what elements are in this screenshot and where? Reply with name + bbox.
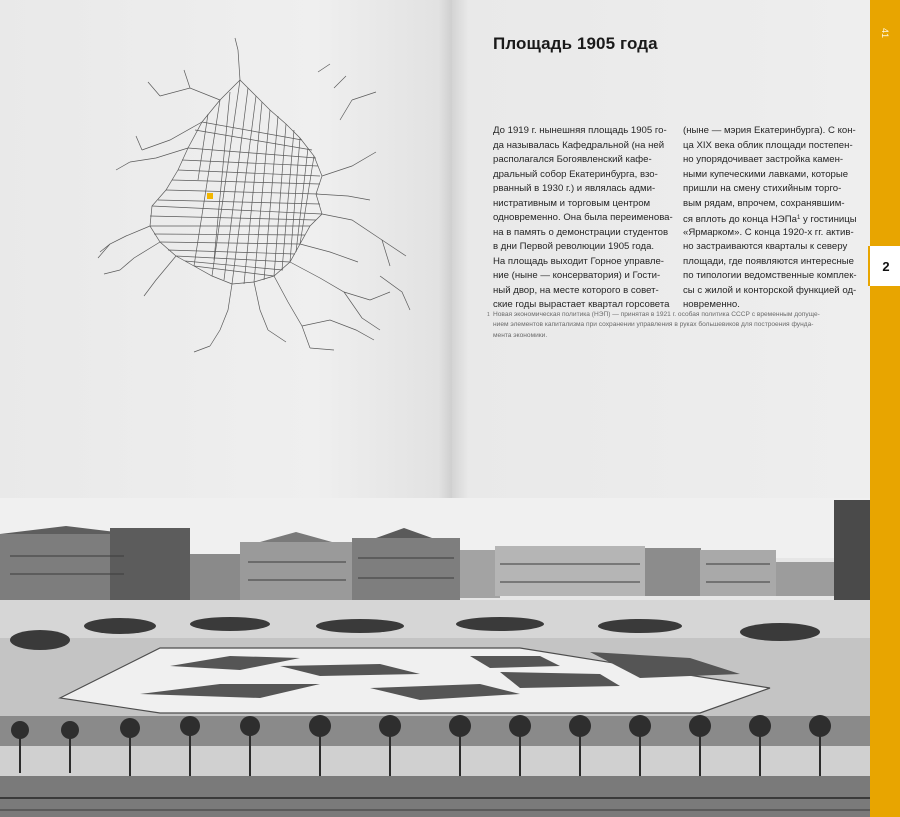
body-line: сы с жилой и конторской функцией од- (683, 284, 857, 296)
body-column-1 (493, 124, 673, 313)
body-column-2 (683, 124, 859, 313)
footnote-reference: 1 (796, 215, 801, 221)
body-line: На площадь выходит Горное управле- (493, 255, 665, 267)
street-network (98, 38, 410, 352)
body-line: (ныне — мэрия Екатеринбурга). С кон- (683, 125, 856, 136)
footnote-number: 1 (487, 312, 490, 318)
body-line: да называлась Кафедральной (на ней (493, 139, 665, 151)
body-line: располагался Богоявленский кафе- (493, 154, 652, 165)
footnote-line: мента экономики. (493, 331, 548, 339)
historical-square-photo (0, 498, 870, 817)
chapter-tab: 2 (868, 246, 900, 286)
body-line: ными купеческими лавками, которые (683, 168, 849, 180)
body-text: ся вплоть до конца НЭПа (683, 214, 797, 225)
footnote-line: нием элементов капитализма при сохранении управления в руках большевиков для построения фунда- (493, 321, 814, 329)
page-number: 41 (880, 27, 890, 38)
body-line: в дни Первой революции 1905 года. (493, 241, 655, 252)
body-line: одновременно. Она была переименова- (493, 212, 673, 223)
body-line: но упорядочивает застройка камен- (683, 154, 844, 165)
city-map-illustration (90, 30, 420, 360)
page-title: Площадь 1905 года (493, 34, 658, 53)
body-line: по типологии ведомственные комплек- (683, 270, 857, 281)
body-line: но застраиваются кварталы к северу (683, 241, 848, 252)
body-line: площади, где появляются интересные (683, 255, 855, 267)
body-line: ный двор, на месте которого в совет- (493, 284, 659, 296)
body-line: на в память о демонстрации студентов (493, 226, 669, 238)
chapter-edge-strip (870, 0, 900, 817)
body-line-with-footnote (683, 211, 859, 226)
body-line: дральный собор Екатеринбурга, взо- (493, 168, 658, 180)
body-line: новременно. (683, 299, 740, 310)
body-line: пришли на смену стихийным торго- (683, 183, 842, 194)
body-line: ние (ныне — консерватория) и Гости- (493, 270, 661, 281)
body-line: вым рядам, впрочем, сохранявшим- (683, 197, 845, 209)
body-text: у гостиницы (800, 214, 857, 225)
square-location-marker (207, 193, 213, 199)
body-line: ские годы вырастает квартал горсовета (493, 299, 670, 310)
body-line: нистративным и торговым центром (493, 197, 651, 209)
body-line: «Ярмарком». С конца 1920-х гг. актив- (683, 226, 854, 238)
footnote (487, 310, 863, 341)
footnote-line: Новая экономическая политика (НЭП) — принятая в 1921 г. особая политика СССР с временным допуще- (493, 311, 820, 318)
body-line: ца XIX века облик площади постепен- (683, 139, 853, 151)
body-line: рванный в 1930 г.) и являлась адми- (493, 183, 656, 194)
body-line: До 1919 г. нынешняя площадь 1905 го- (493, 125, 667, 136)
